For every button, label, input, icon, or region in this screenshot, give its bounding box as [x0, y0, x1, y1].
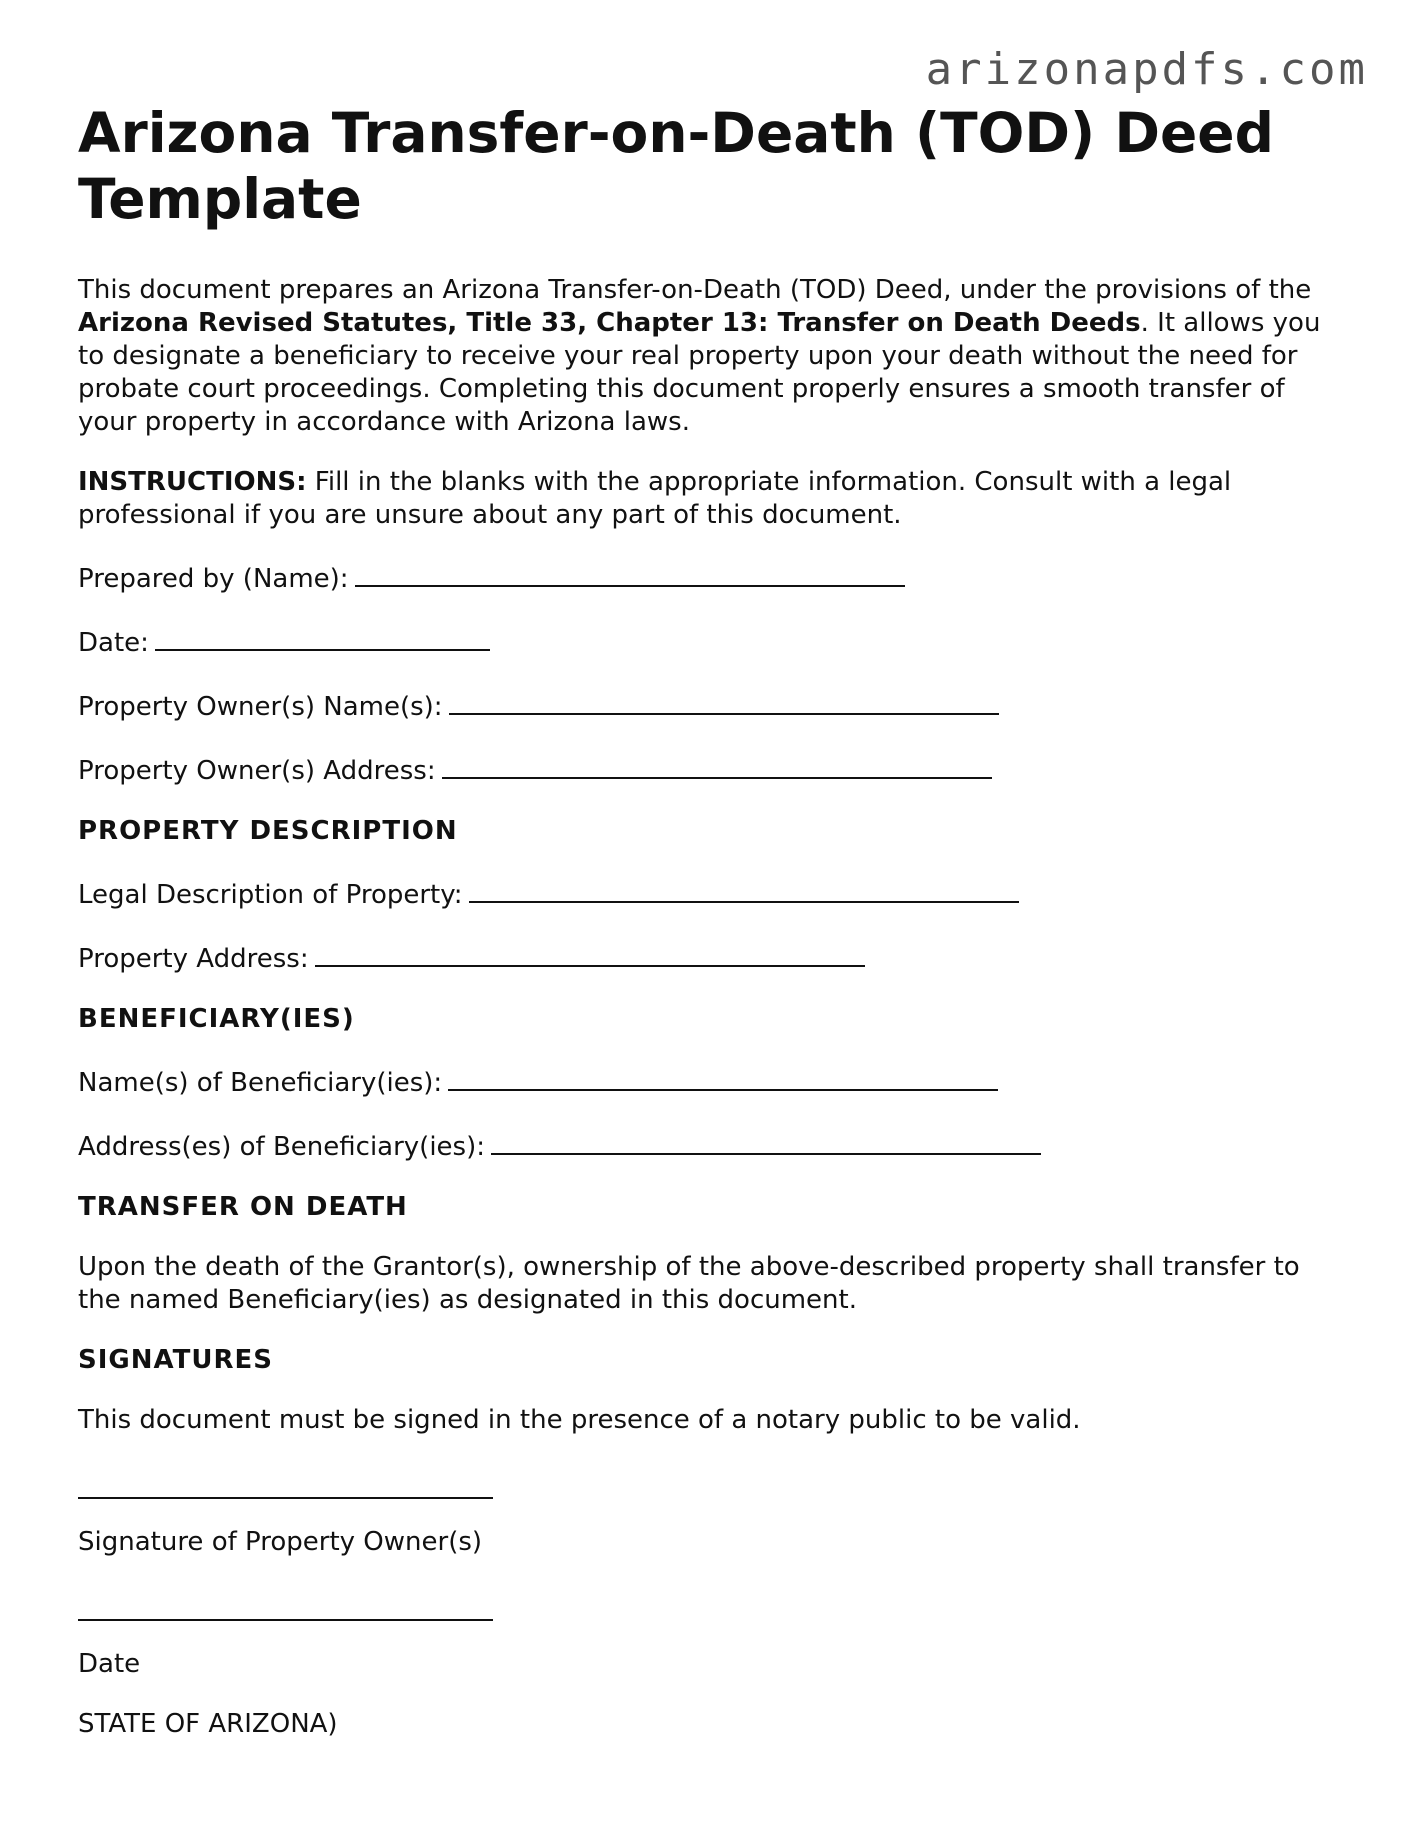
- legal-description-field: [78, 875, 1338, 912]
- instructions-text: Fill in the blanks with the appropriate information. Consult with a legal professional if you are unsure about any part of this document.: [78, 467, 1232, 530]
- property-section-title: PROPERTY DESCRIPTION: [78, 816, 458, 846]
- instructions-label: INSTRUCTIONS:: [78, 467, 307, 497]
- intro-paragraph: [78, 274, 1338, 439]
- legal-description-blank[interactable]: [469, 875, 1019, 903]
- property-address-field: [78, 939, 1338, 976]
- date-label: Date:: [78, 628, 149, 658]
- owner-signature-label: Signature of Property Owner(s): [78, 1527, 483, 1557]
- owner-address-field: [78, 751, 1338, 788]
- intro-text-start: This document prepares an Arizona Transfer-on-Death (TOD) Deed, under the provisions of the: [78, 275, 1312, 305]
- prepared-by-field: [78, 559, 1338, 596]
- signatures-section-title: SIGNATURES: [78, 1345, 273, 1375]
- transfer-section-title: TRANSFER ON DEATH: [78, 1192, 408, 1222]
- owner-address-blank[interactable]: [442, 751, 992, 779]
- owner-names-field: [78, 687, 1338, 724]
- date-blank[interactable]: [155, 623, 490, 651]
- beneficiary-names-blank[interactable]: [448, 1063, 998, 1091]
- intro-text-end: . It allows you to designate a beneficiary to receive your real property upon your death without the need for probate court proceedings. Completing this document properly ensures a smooth transfer of your property in accordance with Arizona laws.: [78, 308, 1321, 437]
- statute-reference: Arizona Revised Statutes, Title 33, Chapter 13: Transfer on Death Deeds: [78, 308, 1141, 338]
- notary-requirement-text: This document must be signed in the presence of a notary public to be valid.: [78, 1405, 1081, 1435]
- state-label: STATE OF ARIZONA): [78, 1709, 338, 1739]
- transfer-paragraph: Upon the death of the Grantor(s), ownership of the above-described property shall transfer to the named Beneficiary(ies) as designated in this document.: [78, 1252, 1300, 1315]
- property-address-blank[interactable]: [315, 939, 865, 967]
- legal-description-label: Legal Description of Property:: [78, 880, 463, 910]
- owner-names-label: Property Owner(s) Name(s):: [78, 692, 443, 722]
- prepared-by-blank[interactable]: [355, 559, 905, 587]
- property-address-label: Property Address:: [78, 944, 309, 974]
- instructions-paragraph: [78, 466, 1338, 532]
- document-title: Arizona Transfer-on-Death (TOD) Deed Template: [78, 101, 1274, 231]
- beneficiary-names-field: [78, 1063, 1338, 1100]
- beneficiary-addresses-blank[interactable]: [491, 1127, 1041, 1155]
- date-field: [78, 623, 1338, 660]
- prepared-by-label: Prepared by (Name):: [78, 564, 349, 594]
- beneficiary-addresses-label: Address(es) of Beneficiary(ies):: [78, 1132, 485, 1162]
- signature-date-line[interactable]: [78, 1586, 493, 1621]
- watermark: arizonapdfs.com: [925, 44, 1368, 95]
- owner-address-label: Property Owner(s) Address:: [78, 756, 436, 786]
- document-body: [78, 100, 1338, 1768]
- owner-signature-line[interactable]: [78, 1464, 493, 1499]
- beneficiary-names-label: Name(s) of Beneficiary(ies):: [78, 1068, 443, 1098]
- beneficiary-section-title: BENEFICIARY(IES): [78, 1004, 355, 1034]
- owner-names-blank[interactable]: [449, 687, 999, 715]
- signature-date-label: Date: [78, 1649, 141, 1679]
- beneficiary-addresses-field: [78, 1127, 1338, 1164]
